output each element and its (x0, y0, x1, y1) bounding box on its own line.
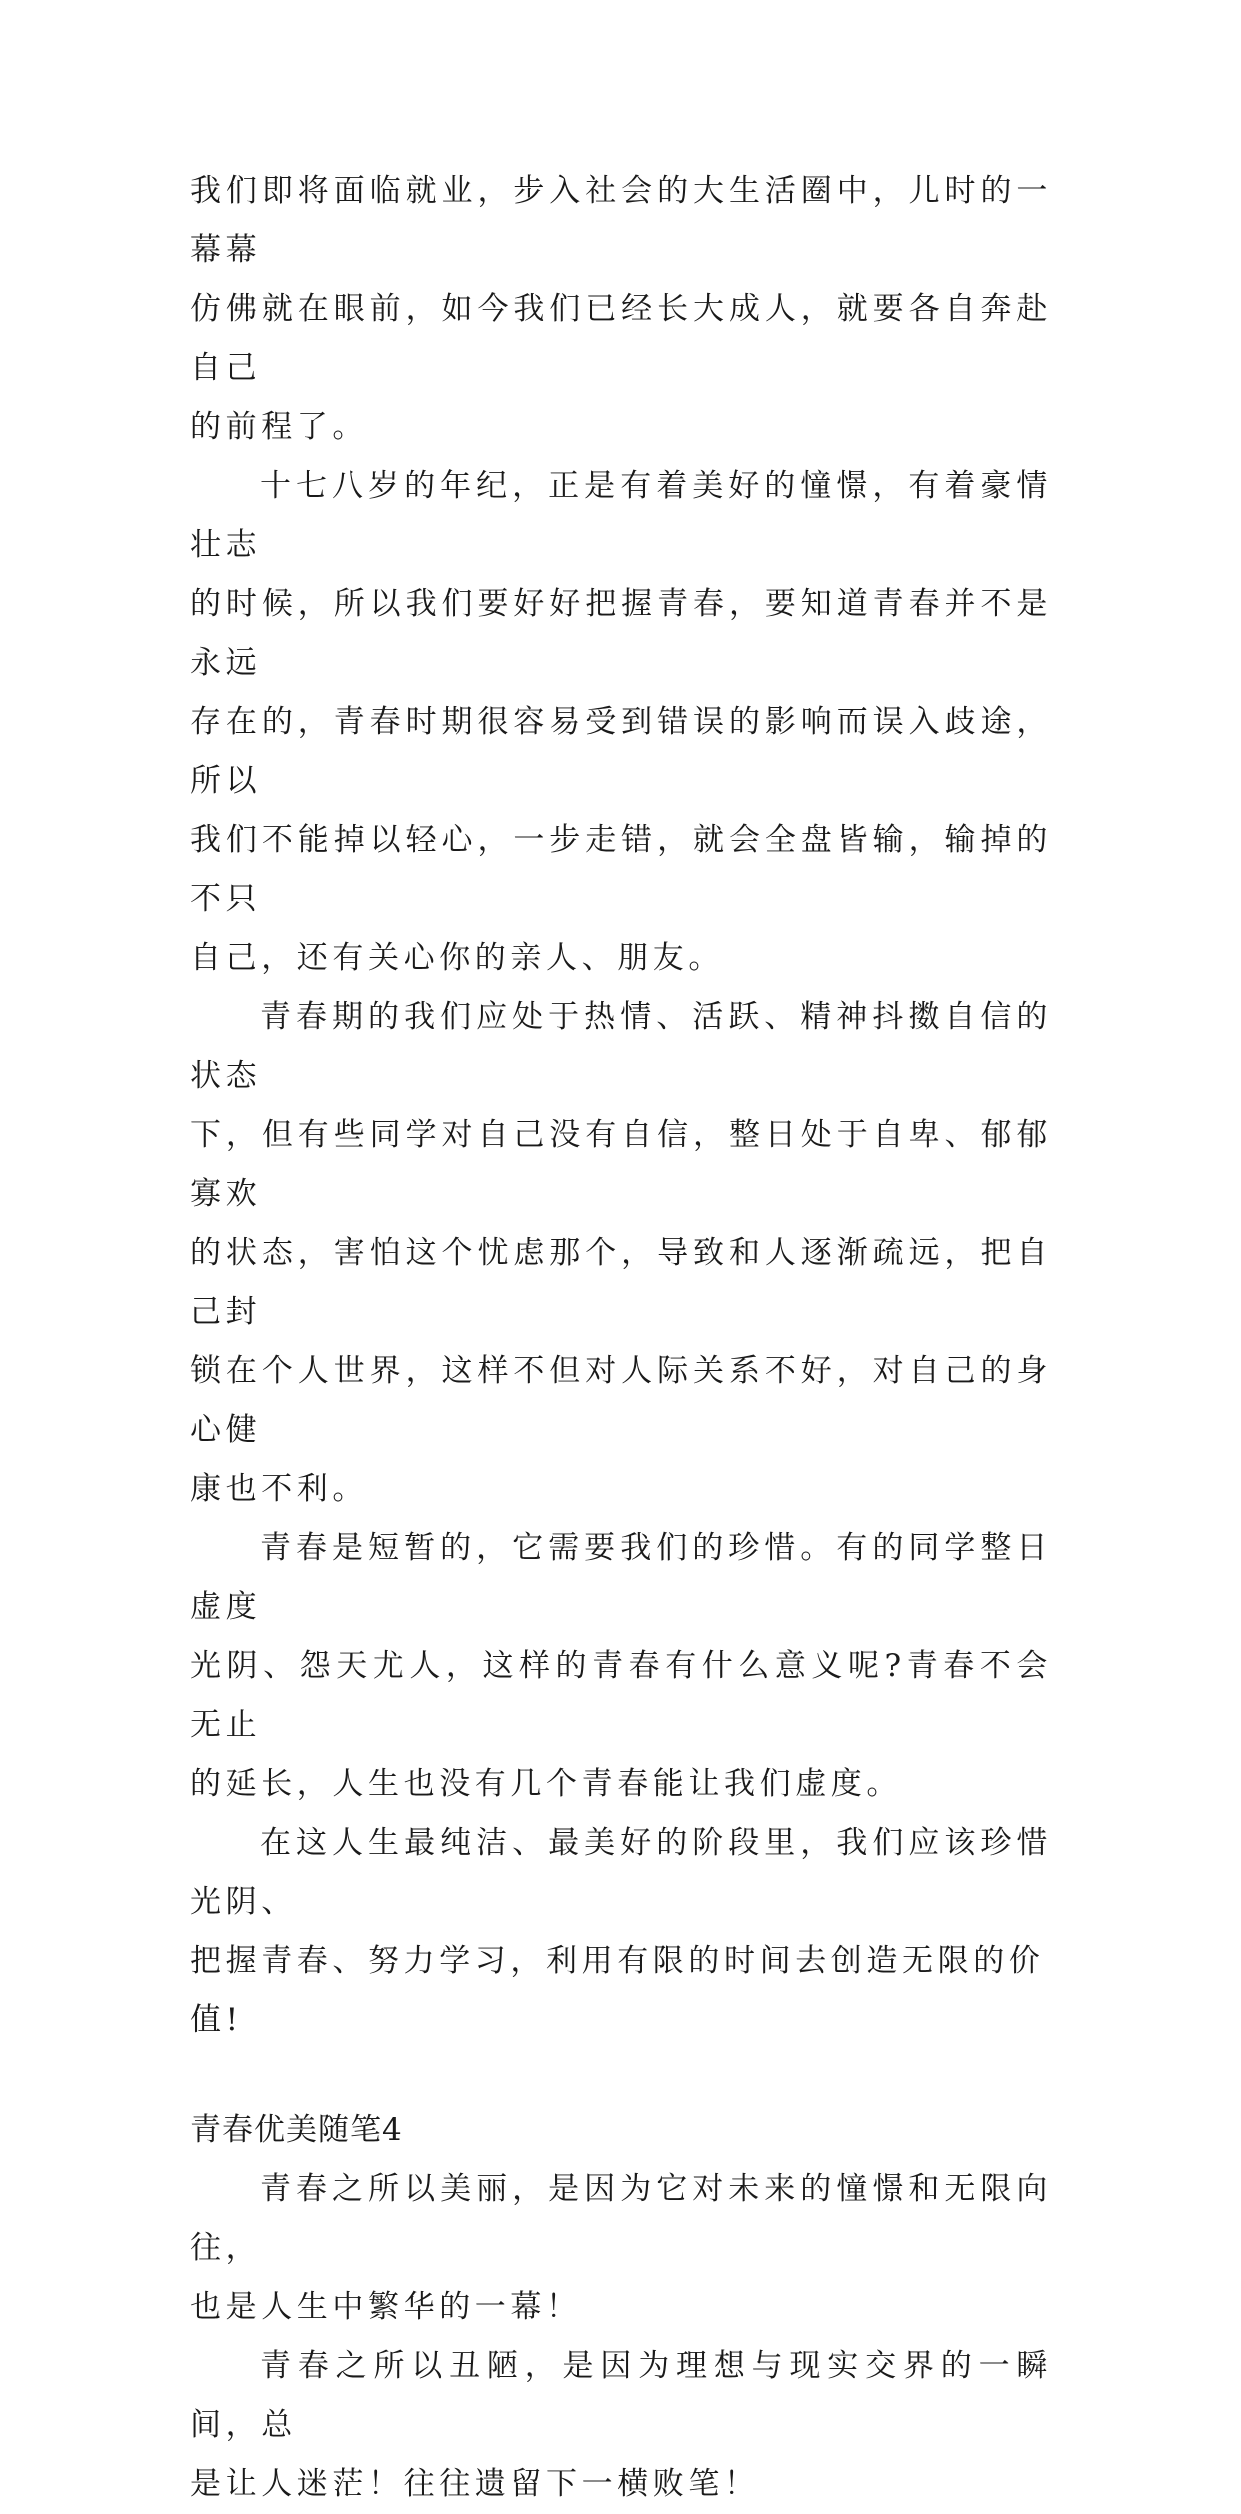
text-line: 把握青春、努力学习，利用有限的时间去创造无限的价值! (190, 1943, 1045, 2038)
text-line: 十七八岁的年纪，正是有着美好的憧憬，有着豪情壮志 (190, 468, 1052, 563)
text-line: 的延长，人生也没有几个青春能让我们虚度。 (190, 1766, 902, 1802)
text-line: 我们不能掉以轻心，一步走错，就会全盘皆输，输掉的不只 (190, 822, 1052, 917)
text-line: 青春是短暂的，它需要我们的珍惜。有的同学整日虚度 (190, 1530, 1052, 1625)
section-spacer (190, 2050, 1052, 2101)
text-line: 的前程了。 (190, 409, 368, 445)
text-line: 光阴、怨天尤人，这样的青春有什么意义呢?青春不会无止 (190, 1648, 1052, 1743)
paragraph (190, 988, 1052, 1519)
paragraph (190, 2337, 1052, 2514)
text-line: 在这人生最纯洁、最美好的阶段里，我们应该珍惜光阴、 (190, 1825, 1052, 1920)
text-line: 的时候，所以我们要好好把握青春，要知道青春并不是永远 (190, 586, 1052, 681)
text-line: 青春之所以丑陋，是因为理想与现实交界的一瞬间，总 (190, 2348, 1052, 2443)
text-line: 的状态，害怕这个忧虑那个，导致和人逐渐疏远，把自己封 (190, 1235, 1052, 1330)
paragraph (190, 1814, 1052, 2050)
text-line: 存在的，青春时期很容易受到错误的影响而误入歧途，所以 (190, 704, 1052, 799)
text-line: 仿佛就在眼前，如今我们已经长大成人，就要各自奔赴自己 (190, 291, 1052, 386)
document-page (190, 162, 1052, 2514)
section-title: 青春优美随笔4 (190, 2112, 403, 2148)
text-line: 自己，还有关心你的亲人、朋友。 (190, 940, 724, 976)
text-line: 青春期的我们应处于热情、活跃、精神抖擞自信的状态 (190, 999, 1052, 1094)
paragraph (190, 457, 1052, 988)
text-line: 是让人迷茫！往往遗留下一横败笔！ (190, 2466, 760, 2502)
text-line: 青春之所以美丽，是因为它对未来的憧憬和无限向往， (190, 2171, 1052, 2266)
text-line: 康也不利。 (190, 1471, 368, 1507)
text-line: 下，但有些同学对自己没有自信，整日处于自卑、郁郁寡欢 (190, 1117, 1052, 1212)
text-line: 锁在个人世界，这样不但对人际关系不好，对自己的身心健 (190, 1353, 1052, 1448)
text-line: 我们即将面临就业，步入社会的大生活圈中，儿时的一幕幕 (190, 173, 1052, 268)
paragraph (190, 2160, 1052, 2337)
text-line: 也是人生中繁华的一幕！ (190, 2289, 582, 2325)
paragraph (190, 1519, 1052, 1814)
paragraph (190, 162, 1052, 457)
